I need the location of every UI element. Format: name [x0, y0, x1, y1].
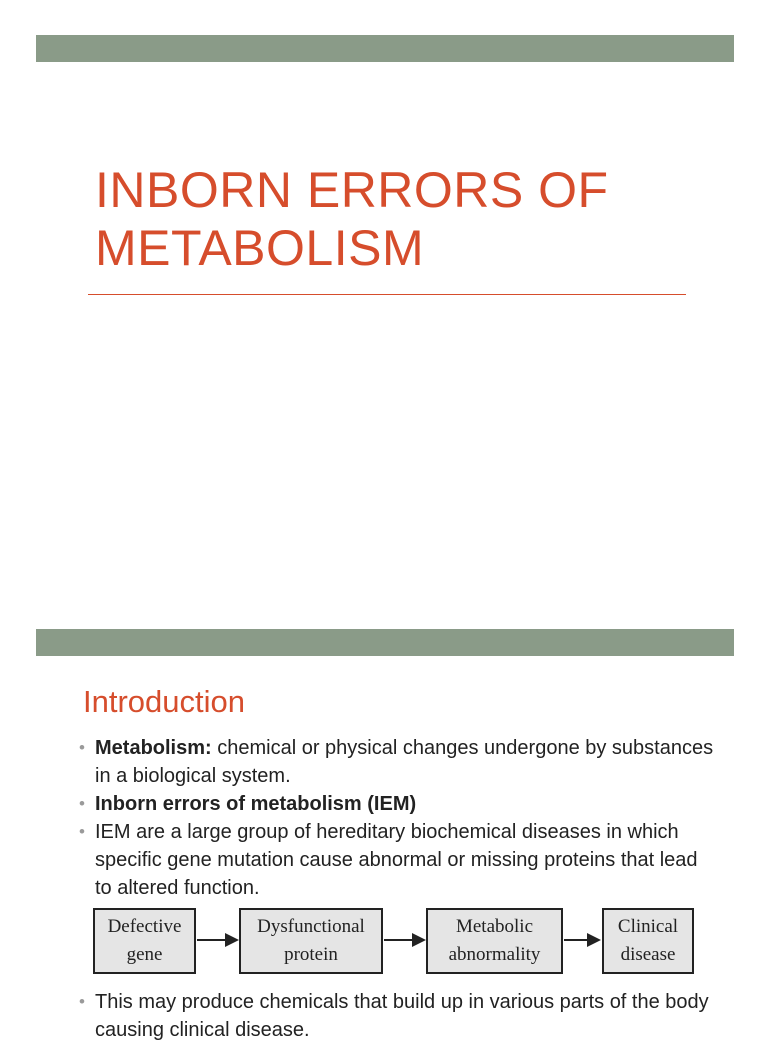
bullet-text: chemical or physical changes undergone by substances in a biological system.: [95, 737, 714, 787]
flow-box-line1: Defective: [107, 916, 182, 937]
flow-box-line1: Clinical: [617, 916, 679, 937]
flow-arrow-icon: [564, 939, 599, 941]
flow-arrow-icon: [384, 939, 424, 941]
slide-heading: Introduction: [83, 684, 245, 719]
bullet-list-continued: [79, 988, 719, 1044]
flow-arrow-icon: [197, 939, 237, 941]
bullet-item: [79, 734, 719, 790]
bullet-list: [79, 734, 719, 902]
title-underline: [88, 294, 686, 295]
bullet-icon: •: [79, 738, 85, 757]
bullet-icon: •: [79, 992, 85, 1011]
flow-box-dysfunctional-protein: [239, 908, 383, 974]
bullet-item: [79, 988, 719, 1044]
bullet-term: Metabolism:: [95, 737, 212, 759]
slide-title-line2: METABOLISM: [95, 220, 425, 276]
bullet-item: [79, 790, 719, 818]
flow-box-line2: disease: [620, 944, 676, 965]
flow-box-clinical-disease: [602, 908, 694, 974]
introduction-slide: [0, 620, 768, 1041]
flow-box-line2: abnormality: [448, 944, 541, 965]
flow-box-metabolic-abnormality: [426, 908, 563, 974]
bullet-icon: •: [79, 794, 85, 813]
header-bar: [36, 629, 734, 656]
flow-box-defective-gene: [93, 908, 196, 974]
bullet-item: [79, 818, 719, 902]
bullet-term: Inborn errors of metabolism (IEM): [95, 793, 417, 815]
flow-box-line2: gene: [126, 944, 163, 965]
bullet-text: IEM are a large group of hereditary biochemical diseases in which specific gene mutation cause abnormal or missing proteins that lead to altered function.: [95, 821, 698, 899]
header-bar: [36, 35, 734, 62]
flow-box-line1: Metabolic: [455, 916, 534, 937]
slide-title: [95, 161, 715, 277]
flow-box-line2: protein: [284, 944, 338, 965]
slide-title-line1: INBORN ERRORS OF: [95, 162, 609, 218]
flow-box-line1: Dysfunctional: [257, 916, 365, 937]
bullet-icon: •: [79, 822, 85, 841]
bullet-text: This may produce chemicals that build up in various parts of the body causing clinical disease.: [95, 991, 709, 1041]
flow-diagram: [93, 908, 703, 978]
